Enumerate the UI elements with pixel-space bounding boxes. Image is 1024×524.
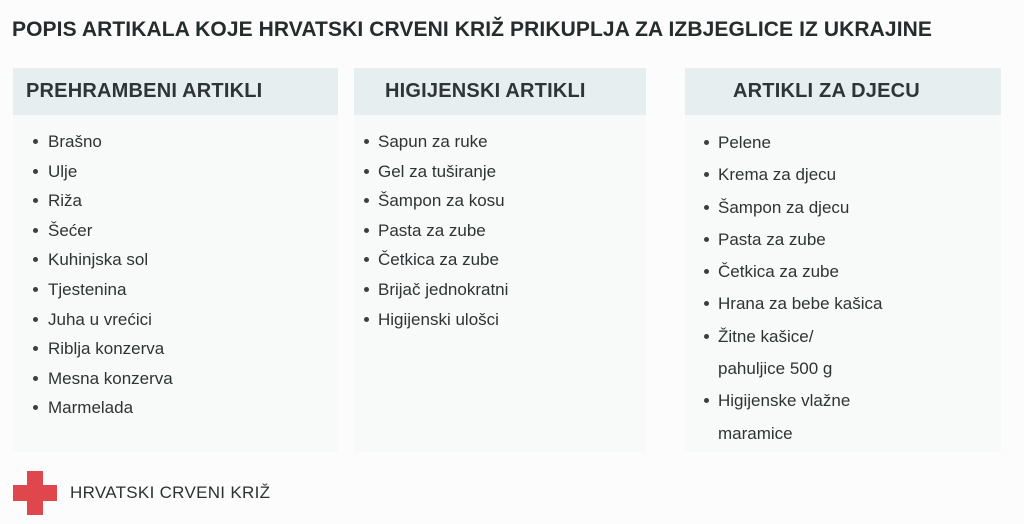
- list-item-label: Četkica za zube: [378, 250, 499, 270]
- column-header: PREHRAMBENI ARTIKLI: [13, 68, 338, 115]
- bullet-icon: [33, 169, 38, 174]
- list-item: [685, 127, 1001, 159]
- list-item-label: Marmelada: [48, 398, 134, 418]
- list-item: [13, 157, 338, 187]
- list-item-label: Sapun za ruke: [378, 132, 488, 151]
- bullet-icon: [33, 287, 38, 292]
- bullet-icon: [364, 169, 369, 174]
- list-item: [354, 186, 646, 216]
- list-item-label: Žitne kašice/: [718, 326, 814, 346]
- bullet-icon: [33, 228, 38, 233]
- red-cross-icon: [13, 471, 57, 515]
- list-item-label: Hrana za bebe kašica: [718, 294, 883, 314]
- list-item-label: Higijenski ulošci: [378, 309, 499, 329]
- list-item: [13, 216, 338, 246]
- bullet-icon: [704, 140, 709, 145]
- list-item: [685, 192, 1001, 224]
- list-item: [13, 127, 338, 157]
- red-cross-horizontal-bar: [13, 485, 57, 501]
- list-item-label: Pelene: [718, 133, 771, 152]
- list-item-label: Pasta za zube: [718, 229, 826, 249]
- column-header: HIGIJENSKI ARTIKLI: [354, 68, 646, 115]
- list-item: [685, 256, 1001, 288]
- list-item-label: Brašno: [48, 132, 102, 151]
- column-header: ARTIKLI ZA DJECU: [685, 68, 1001, 115]
- list-item: [13, 245, 338, 275]
- bullet-icon: [33, 346, 38, 351]
- bullet-icon: [364, 317, 369, 322]
- bullet-icon: [704, 269, 709, 274]
- list-item: [13, 186, 338, 216]
- list-item: [685, 385, 1001, 450]
- list-item: [354, 216, 646, 246]
- column-food-items: [13, 68, 338, 452]
- bullet-icon: [704, 237, 709, 242]
- organization-name: HRVATSKI CRVENI KRIŽ: [70, 483, 271, 502]
- list-item-label: Tjestenina: [48, 279, 127, 299]
- list-item: [354, 245, 646, 275]
- list-item-label: Riblja konzerva: [48, 339, 165, 359]
- bullet-icon: [364, 198, 369, 203]
- bullet-icon: [33, 317, 38, 322]
- bullet-icon: [704, 172, 709, 177]
- bullet-icon: [704, 205, 709, 210]
- list-item: [354, 127, 646, 157]
- list-item-label: Higijenske vlažne: [718, 391, 851, 411]
- list-item: [354, 275, 646, 305]
- bullet-icon: [704, 334, 709, 339]
- list-item: [13, 364, 338, 394]
- bullet-icon: [33, 139, 38, 144]
- list-item-label-continued: maramice: [718, 423, 793, 443]
- bullet-icon: [364, 228, 369, 233]
- item-list: [13, 115, 338, 423]
- bullet-icon: [364, 257, 369, 262]
- footer-logo: [13, 471, 270, 515]
- list-item-label: Krema za djecu: [718, 165, 837, 185]
- item-list: [354, 115, 646, 334]
- list-item-label: Mesna konzerva: [48, 368, 173, 388]
- list-item-label: Juha u vrećici: [48, 309, 152, 329]
- list-item-label: Ulje: [48, 161, 78, 181]
- list-item: [354, 305, 646, 335]
- bullet-icon: [364, 139, 369, 144]
- bullet-icon: [33, 405, 38, 410]
- list-item: [685, 224, 1001, 256]
- list-item: [13, 275, 338, 305]
- list-item-label: Gel za tuširanje: [378, 161, 497, 181]
- list-item: [13, 334, 338, 364]
- list-item-label: Šećer: [48, 220, 93, 240]
- list-item: [13, 393, 338, 423]
- list-item: [685, 159, 1001, 191]
- bullet-icon: [704, 301, 709, 306]
- item-list: [685, 115, 1001, 450]
- list-item-label: Kuhinjska sol: [48, 250, 149, 270]
- list-item: [685, 288, 1001, 320]
- bullet-icon: [33, 198, 38, 203]
- list-item: [685, 321, 1001, 386]
- list-item-label: Riža: [48, 191, 83, 211]
- bullet-icon: [704, 398, 709, 403]
- column-children-items: [685, 68, 1001, 452]
- column-hygiene-items: [354, 68, 646, 452]
- bullet-icon: [364, 287, 369, 292]
- list-item-label: Četkica za zube: [718, 262, 839, 282]
- list-item-label: Brijač jednokratni: [378, 279, 509, 299]
- bullet-icon: [33, 257, 38, 262]
- page-title: POPIS ARTIKALA KOJE HRVATSKI CRVENI KRIŽ PRIKUPLJA ZA IZBJEGLICE IZ UKRAJINE: [12, 18, 933, 41]
- list-item-label: Pasta za zube: [378, 220, 486, 240]
- bullet-icon: [33, 376, 38, 381]
- list-item: [354, 157, 646, 187]
- list-item: [13, 305, 338, 335]
- list-item-label: Šampon za djecu: [718, 197, 850, 217]
- list-item-label: Šampon za kosu: [378, 191, 505, 211]
- list-item-label-continued: pahuljice 500 g: [718, 359, 833, 379]
